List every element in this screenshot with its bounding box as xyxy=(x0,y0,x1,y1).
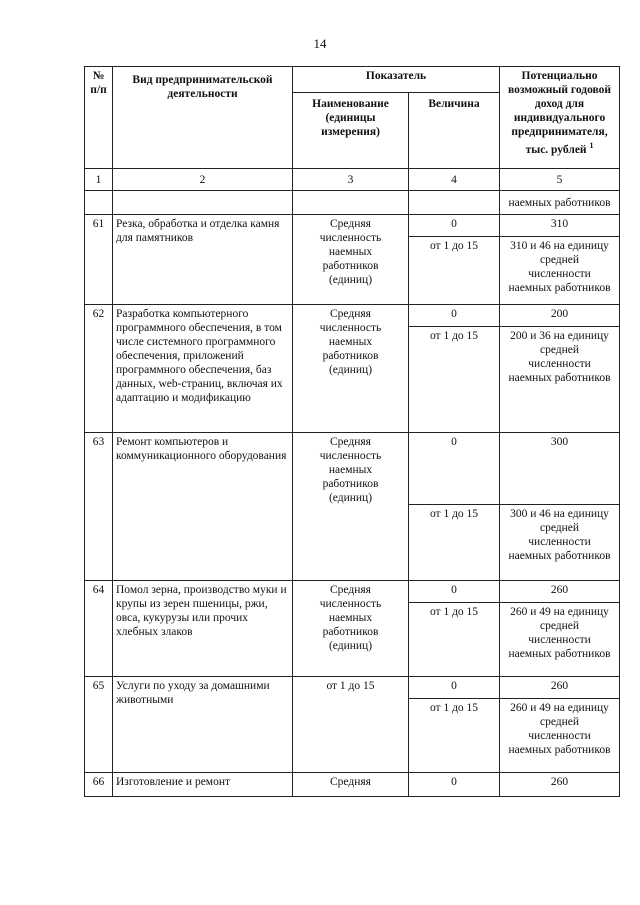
row-activity: Помол зерна, производство муки и крупы из зерен пшеницы, ржи, овса, кукурузы или прочих хлебных злаков xyxy=(113,581,293,677)
row-value: 0 xyxy=(409,773,500,797)
row-value: от 1 до 15 xyxy=(409,505,500,581)
col-number-4: 4 xyxy=(409,169,500,191)
continuation-cell-empty xyxy=(409,191,500,215)
row-number: 62 xyxy=(85,305,113,433)
row-activity: Услуги по уходу за домашними животными xyxy=(113,677,293,773)
row-value: 0 xyxy=(409,215,500,237)
row-activity: Изготовление и ремонт xyxy=(113,773,293,797)
row-value: 0 xyxy=(409,581,500,603)
col-number-5: 5 xyxy=(500,169,620,191)
row-income: 300 и 46 на единицу средней численности наемных работников xyxy=(500,505,620,581)
row-value: от 1 до 15 xyxy=(409,327,500,433)
row-income: 200 xyxy=(500,305,620,327)
row-income: 200 и 36 на единицу средней численности наемных работников xyxy=(500,327,620,433)
row-indicator: Средняя численность наемных работников (единиц) xyxy=(293,305,409,433)
header-income-text: Потенциально возможный годовой доход для индивидуального предпринимателя, тыс. рублей xyxy=(507,70,612,156)
row-value: от 1 до 15 xyxy=(409,237,500,305)
row-indicator: от 1 до 15 xyxy=(293,677,409,773)
row-activity: Разработка компьютерного программного обеспечения, в том числе системного программного обеспечения, приложений программного обеспечения, баз данных, web-страниц, включая их адаптацию и модификацию xyxy=(113,305,293,433)
row-indicator: Средняя численность наемных работников (единиц) xyxy=(293,433,409,581)
row-indicator: Средняя численность наемных работников (единиц) xyxy=(293,581,409,677)
row-value: 0 xyxy=(409,433,500,505)
row-number: 61 xyxy=(85,215,113,305)
header-num: № п/п xyxy=(85,67,113,169)
row-income: 260 xyxy=(500,677,620,699)
header-income xyxy=(500,67,620,169)
row-income: 260 и 49 на единицу средней численности наемных работников xyxy=(500,699,620,773)
header-income-footnote: 1 xyxy=(589,141,594,150)
row-income: 310 xyxy=(500,215,620,237)
header-activity: Вид предпринимательской деятельности xyxy=(113,67,293,169)
continuation-cell-empty xyxy=(293,191,409,215)
page-number: 14 xyxy=(313,36,327,51)
row-value: 0 xyxy=(409,305,500,327)
row-activity: Ремонт компьютеров и коммуникационного оборудования xyxy=(113,433,293,581)
row-income: 260 xyxy=(500,773,620,797)
activity-income-table xyxy=(84,66,620,797)
col-number-2: 2 xyxy=(113,169,293,191)
row-income: 260 и 49 на единицу средней численности наемных работников xyxy=(500,603,620,677)
row-income: 260 xyxy=(500,581,620,603)
row-value: от 1 до 15 xyxy=(409,603,500,677)
row-value: от 1 до 15 xyxy=(409,699,500,773)
row-income: 300 xyxy=(500,433,620,505)
row-value: 0 xyxy=(409,677,500,699)
row-income: 310 и 46 на единицу средней численности наемных работников xyxy=(500,237,620,305)
col-number-3: 3 xyxy=(293,169,409,191)
header-name: Наименование (единицы измерения) xyxy=(293,93,409,169)
row-number: 63 xyxy=(85,433,113,581)
row-activity: Резка, обработка и отделка камня для памятников xyxy=(113,215,293,305)
continuation-cell-empty xyxy=(85,191,113,215)
header-indicator: Показатель xyxy=(293,67,500,93)
row-indicator: Средняя численность наемных работников (единиц) xyxy=(293,215,409,305)
col-number-1: 1 xyxy=(85,169,113,191)
row-number: 66 xyxy=(85,773,113,797)
continuation-cell-empty xyxy=(113,191,293,215)
header-value: Величина xyxy=(409,93,500,169)
row-number: 65 xyxy=(85,677,113,773)
row-number: 64 xyxy=(85,581,113,677)
row-indicator: Средняя xyxy=(293,773,409,797)
continuation-income: наемных работников xyxy=(500,191,620,215)
